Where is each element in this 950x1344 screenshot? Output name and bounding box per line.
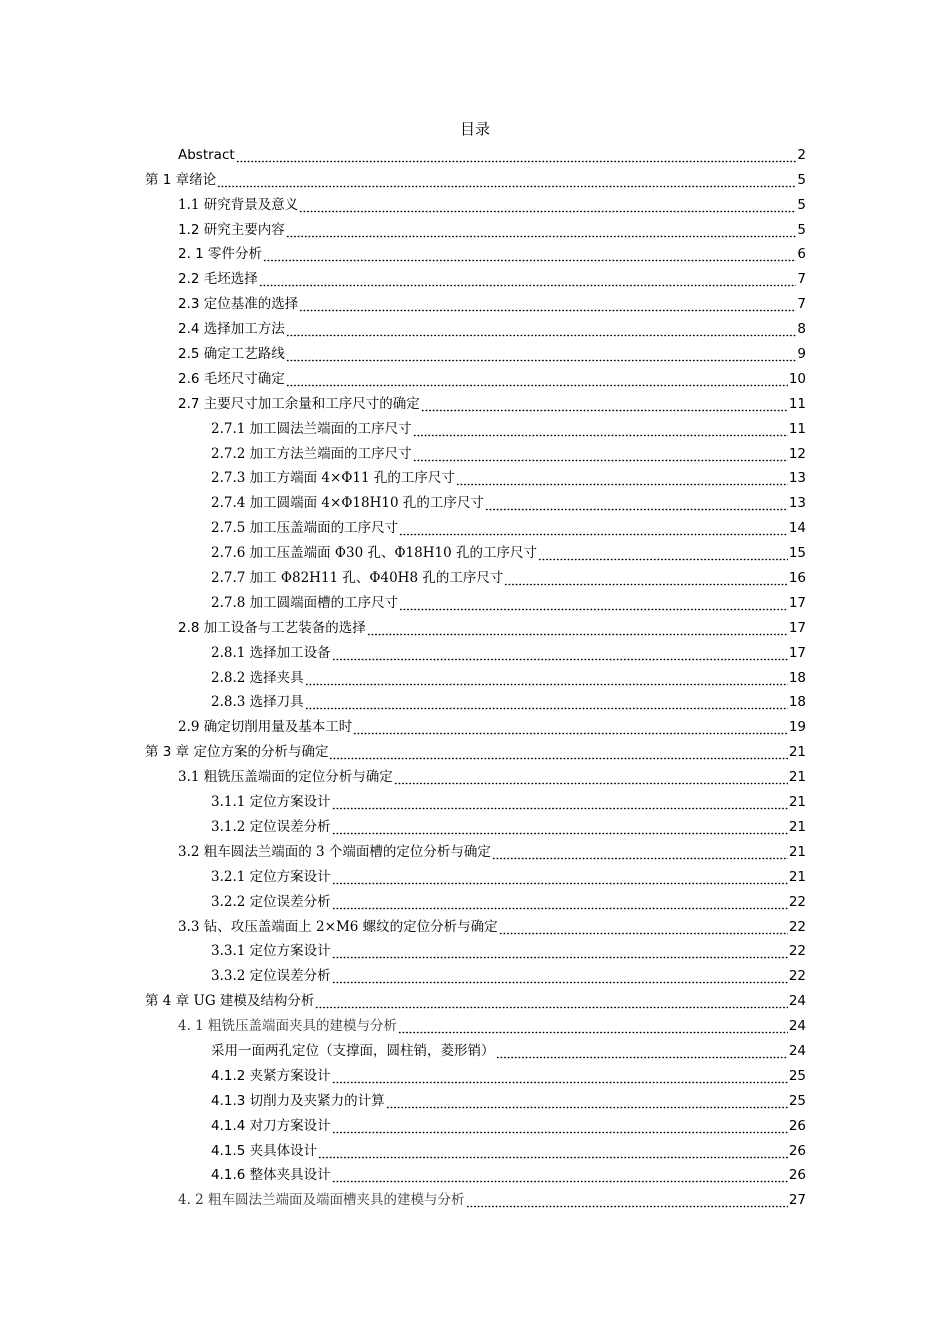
toc-entry[interactable] [211, 1162, 950, 1187]
dot-leader [305, 668, 788, 686]
toc-entry-title: 2.7.5 加工压盖端面的工序尺寸 [211, 520, 399, 537]
dot-leader [398, 1016, 788, 1034]
toc-entry-title: 3.1.1 定位方案设计 [211, 794, 331, 811]
toc-entry[interactable] [145, 738, 950, 763]
toc-entry[interactable] [178, 1012, 950, 1037]
toc-entry[interactable] [211, 962, 950, 987]
toc-entry-page-number: 22 [788, 893, 806, 910]
toc-entry-title: 3.1.2 定位误差分析 [211, 818, 331, 835]
toc-entry[interactable] [178, 340, 950, 365]
toc-entry-page-number: 22 [788, 968, 806, 985]
dot-leader [332, 892, 788, 910]
toc-entry[interactable] [211, 440, 950, 465]
dot-leader [332, 867, 788, 885]
toc-entry-page-number: 19 [788, 719, 806, 736]
toc-entry[interactable] [178, 713, 950, 738]
dot-leader [332, 643, 788, 661]
toc-entry-page-number: 21 [788, 794, 806, 811]
dot-leader [499, 917, 788, 935]
toc-entry-title: 3.3 钻、攻压盖端面上 2×M6 螺纹的定位分析与确定 [178, 918, 498, 935]
dot-leader [315, 991, 787, 1009]
toc-entry-title: 3.2 粗车圆法兰端面的 3 个端面槽的定位分析与确定 [178, 843, 491, 860]
toc-entry[interactable] [211, 689, 950, 714]
dot-leader [386, 1091, 788, 1109]
toc-entry[interactable] [178, 913, 950, 938]
dot-leader [286, 319, 797, 337]
toc-entry[interactable] [211, 1137, 950, 1162]
dot-leader [413, 419, 788, 437]
dot-leader [367, 618, 788, 636]
dot-leader [299, 294, 796, 312]
dot-leader [485, 493, 788, 511]
dot-leader [286, 220, 797, 238]
toc-entry-title: 2.8 加工设备与工艺装备的选择 [178, 619, 366, 636]
toc-entry[interactable] [178, 141, 950, 166]
toc-entry-page-number: 10 [788, 370, 806, 387]
toc-entry-title: 2.8.3 选择刀具 [211, 694, 304, 711]
dot-leader [394, 767, 788, 785]
toc-entry-title: 4.1.4 对刀方案设计 [211, 1117, 331, 1134]
toc-entry[interactable] [211, 1037, 950, 1062]
dot-leader [399, 593, 788, 611]
dot-leader [286, 344, 797, 362]
toc-entry-title: 第 1 章绪论 [145, 171, 217, 188]
toc-entry-page-number: 13 [788, 495, 806, 512]
dot-leader [332, 817, 788, 835]
page-title: 目录 [459, 120, 490, 138]
toc-entry[interactable] [178, 614, 950, 639]
toc-entry[interactable] [178, 365, 950, 390]
toc-entry[interactable] [211, 564, 950, 589]
toc-entry-page-number: 22 [788, 943, 806, 960]
toc-entry-title: 2.2 毛坯选择 [178, 271, 258, 288]
toc-entry[interactable] [211, 514, 950, 539]
dot-leader [421, 394, 788, 412]
dot-leader [329, 742, 787, 760]
toc-entry-page-number: 13 [788, 470, 806, 487]
toc-entry[interactable] [211, 1087, 950, 1112]
dot-leader [353, 717, 788, 735]
toc-entry-page-number: 25 [788, 1067, 806, 1084]
dot-leader [504, 568, 787, 586]
toc-entry-title: 4. 1 粗铣压盖端面夹具的建模与分析 [178, 1018, 398, 1035]
toc-entry[interactable] [178, 1186, 950, 1211]
toc-entry-page-number: 18 [788, 694, 806, 711]
dot-leader [496, 1041, 788, 1059]
toc-entry-title: 3.2.1 定位方案设计 [211, 868, 331, 885]
dot-leader [263, 244, 796, 262]
dot-leader [466, 1190, 788, 1208]
toc-entry[interactable] [211, 539, 950, 564]
toc-entry[interactable] [211, 788, 950, 813]
toc-entry-title: 第 3 章 定位方案的分析与确定 [145, 744, 329, 761]
toc-entry-title: Abstract [178, 146, 235, 163]
toc-entry-title: 1.2 研究主要内容 [178, 221, 285, 238]
dot-leader [332, 966, 788, 984]
toc-entry[interactable] [178, 191, 950, 216]
toc-entry-title: 2.5 确定工艺路线 [178, 346, 285, 363]
toc-entry-title: 2.7 主要尺寸加工余量和工序尺寸的确定 [178, 395, 420, 412]
toc-entry-title: 2. 1 零件分析 [178, 246, 263, 263]
toc-entry[interactable] [211, 813, 950, 838]
toc-entry-title: 3.3.2 定位误差分析 [211, 968, 331, 985]
toc-entry-page-number: 5 [797, 221, 806, 238]
toc-entry-page-number: 17 [788, 594, 806, 611]
toc-entry[interactable] [178, 763, 950, 788]
toc-entry-page-number: 21 [788, 843, 806, 860]
toc-entry-title: 4.1.6 整体夹具设计 [211, 1167, 331, 1184]
dot-leader [305, 692, 788, 710]
toc-entry[interactable] [178, 216, 950, 241]
dot-leader [286, 369, 788, 387]
toc-entry-title: 3.1 粗铣压盖端面的定位分析与确定 [178, 769, 393, 786]
dot-leader [332, 1165, 788, 1183]
toc-entry-title: 2.3 定位基准的选择 [178, 296, 299, 313]
toc-entry-page-number: 21 [788, 818, 806, 835]
toc-entry-title: 3.2.2 定位误差分析 [211, 893, 331, 910]
toc-entry[interactable] [211, 465, 950, 490]
toc-entry-page-number: 17 [788, 619, 806, 636]
dot-leader [399, 518, 788, 536]
toc-entry-page-number: 25 [788, 1092, 806, 1109]
toc-entry-page-number: 7 [797, 271, 806, 288]
toc-entry-page-number: 17 [788, 644, 806, 661]
toc-entry-page-number: 18 [788, 669, 806, 686]
toc-entry[interactable] [211, 664, 950, 689]
toc-entry-page-number: 5 [797, 171, 806, 188]
dot-leader [217, 170, 796, 188]
dot-leader [413, 444, 788, 462]
toc-entry-title: 采用一面两孔定位（支撑面，圆柱销，菱形销） [211, 1042, 495, 1059]
toc-entry-title: 1.1 研究背景及意义 [178, 196, 299, 213]
toc-entry[interactable] [178, 265, 950, 290]
toc-entry[interactable] [211, 1112, 950, 1137]
dot-leader [332, 941, 788, 959]
toc-entry[interactable] [145, 166, 950, 191]
toc-entry-title: 4.1.2 夹紧方案设计 [211, 1067, 331, 1084]
toc-entry-title: 3.3.1 定位方案设计 [211, 943, 331, 960]
toc-entry-page-number: 2 [797, 146, 806, 163]
toc-entry[interactable] [211, 938, 950, 963]
toc-entry-title: 2.7.8 加工圆端面槽的工序尺寸 [211, 594, 399, 611]
toc-entry[interactable] [211, 888, 950, 913]
toc-entry[interactable] [211, 863, 950, 888]
dot-leader [492, 842, 788, 860]
toc-entry-page-number: 24 [788, 993, 806, 1010]
dot-leader [318, 1141, 788, 1159]
toc-entry-title: 4.1.5 夹具体设计 [211, 1142, 318, 1159]
dot-leader [259, 269, 797, 287]
toc-entry[interactable] [211, 589, 950, 614]
dot-leader [332, 1116, 788, 1134]
toc-entry-page-number: 9 [797, 346, 806, 363]
dot-leader [538, 543, 788, 561]
toc-entry-title: 2.8.1 选择加工设备 [211, 644, 331, 661]
toc-entry-title: 2.9 确定切削用量及基本工时 [178, 719, 353, 736]
toc-entry[interactable] [211, 415, 950, 440]
toc-entry-page-number: 16 [788, 570, 806, 587]
toc-entry[interactable] [178, 290, 950, 315]
toc-entry-title: 4.1.3 切削力及夹紧力的计算 [211, 1092, 385, 1109]
toc-entry-page-number: 7 [797, 296, 806, 313]
toc-entry-page-number: 11 [788, 395, 806, 412]
table-of-contents [0, 141, 950, 1211]
toc-entry[interactable] [178, 315, 950, 340]
toc-entry-title: 2.4 选择加工方法 [178, 321, 285, 338]
toc-entry-title: 2.7.4 加工圆端面 4×Φ18H10 孔的工序尺寸 [211, 495, 484, 512]
dot-leader [236, 145, 797, 163]
toc-entry-page-number: 24 [788, 1018, 806, 1035]
toc-entry-page-number: 21 [788, 744, 806, 761]
toc-entry[interactable] [145, 987, 950, 1012]
toc-entry-title: 第 4 章 UG 建模及结构分析 [145, 993, 315, 1010]
toc-entry-page-number: 21 [788, 868, 806, 885]
toc-entry-page-number: 12 [788, 445, 806, 462]
toc-entry-page-number: 21 [788, 769, 806, 786]
toc-entry-page-number: 27 [788, 1192, 806, 1209]
toc-entry-title: 2.8.2 选择夹具 [211, 669, 304, 686]
toc-entry-page-number: 11 [788, 420, 806, 437]
toc-entry-page-number: 8 [797, 321, 806, 338]
toc-entry-page-number: 26 [788, 1117, 806, 1134]
toc-entry[interactable] [211, 639, 950, 664]
toc-entry-title: 2.7.6 加工压盖端面 Φ30 孔、Φ18H10 孔的工序尺寸 [211, 545, 537, 562]
dot-leader [299, 195, 796, 213]
toc-entry-title: 2.7.3 加工方端面 4×Φ11 孔的工序尺寸 [211, 470, 455, 487]
toc-entry-page-number: 26 [788, 1142, 806, 1159]
toc-entry-page-number: 15 [788, 545, 806, 562]
toc-entry[interactable] [211, 489, 950, 514]
toc-entry[interactable] [178, 838, 950, 863]
toc-entry[interactable] [178, 241, 950, 266]
toc-entry[interactable] [178, 390, 950, 415]
toc-entry-title: 2.6 毛坯尺寸确定 [178, 370, 285, 387]
toc-entry-page-number: 5 [797, 196, 806, 213]
dot-leader [332, 792, 788, 810]
toc-entry-title: 2.7.1 加工圆法兰端面的工序尺寸 [211, 420, 412, 437]
toc-entry-page-number: 22 [788, 918, 806, 935]
toc-entry-page-number: 14 [788, 520, 806, 537]
dot-leader [332, 1066, 788, 1084]
dot-leader [456, 468, 788, 486]
toc-entry-title: 2.7.2 加工方法兰端面的工序尺寸 [211, 445, 412, 462]
toc-entry-title: 4. 2 粗车圆法兰端面及端面槽夹具的建模与分析 [178, 1192, 465, 1209]
toc-entry[interactable] [211, 1062, 950, 1087]
toc-entry-title: 2.7.7 加工 Φ82H11 孔、Φ40H8 孔的工序尺寸 [211, 570, 504, 587]
toc-entry-page-number: 24 [788, 1042, 806, 1059]
toc-entry-page-number: 6 [797, 246, 806, 263]
toc-entry-page-number: 26 [788, 1167, 806, 1184]
